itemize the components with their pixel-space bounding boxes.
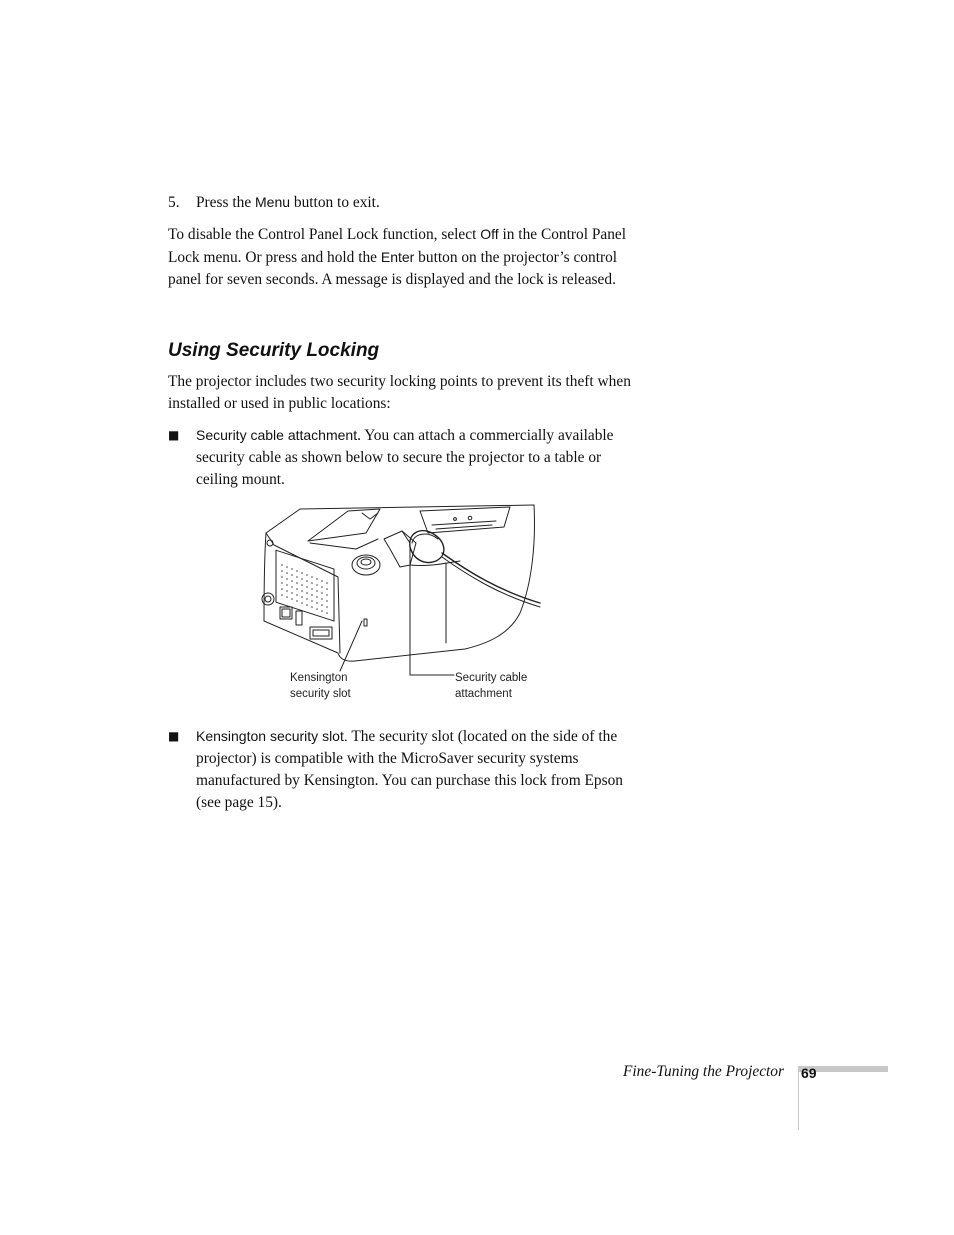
callout-cable-line2: attachment <box>455 688 512 700</box>
callout-security-cable <box>455 670 527 702</box>
bullet-text: . You can attach a commercially available security cable as shown below to secure the projector to a table or ceiling mount. <box>196 427 614 488</box>
bullet-term: Kensington security slot. <box>196 728 348 744</box>
menu-button-term: Menu <box>255 194 291 210</box>
callout-kensington-line1: Kensington <box>290 672 348 684</box>
bullet-term: Security cable attachment <box>196 427 358 443</box>
page-number: 69 <box>801 1065 817 1081</box>
off-term: Off <box>480 226 499 242</box>
callout-kensington <box>290 670 351 702</box>
callout-cable-line1: Security cable <box>455 672 528 684</box>
disable-text-1: To disable the Control Panel Lock function, select <box>168 226 481 243</box>
step-5 <box>168 191 634 214</box>
bullet-kensington-slot <box>168 725 634 814</box>
disable-text-3: button on the projector’s control panel for seven seconds. A message is displayed and the lock is released. <box>168 249 618 288</box>
intro-paragraph: The projector includes two security locking points to prevent its theft when installed or used in public locations: <box>168 373 631 412</box>
step-text-post: button to exit. <box>290 194 380 211</box>
disable-text-2: in the Control Panel Lock menu. Or press and hold the <box>168 226 627 266</box>
footer-chapter-title: Fine-Tuning the Projector <box>622 1063 784 1080</box>
section-heading: Using Security Locking <box>168 340 380 361</box>
step-text-pre: Press the <box>196 194 255 211</box>
bullet-marker: ■ <box>168 729 180 743</box>
projector-illustration <box>260 503 542 709</box>
enter-term: Enter <box>380 249 415 265</box>
footer-rule <box>798 1066 799 1130</box>
step-number: 5. <box>168 194 180 211</box>
bullet-security-cable <box>168 424 634 491</box>
bullet-marker: ■ <box>168 428 180 442</box>
callout-kensington-line2: security slot <box>290 688 351 700</box>
bullet-text: The security slot (located on the side of the projector) is compatible with the MicroSaver security systems manufactured by Kensington. You can purchase this lock from Epson (see page 15). <box>196 728 624 811</box>
disable-paragraph <box>168 223 634 291</box>
